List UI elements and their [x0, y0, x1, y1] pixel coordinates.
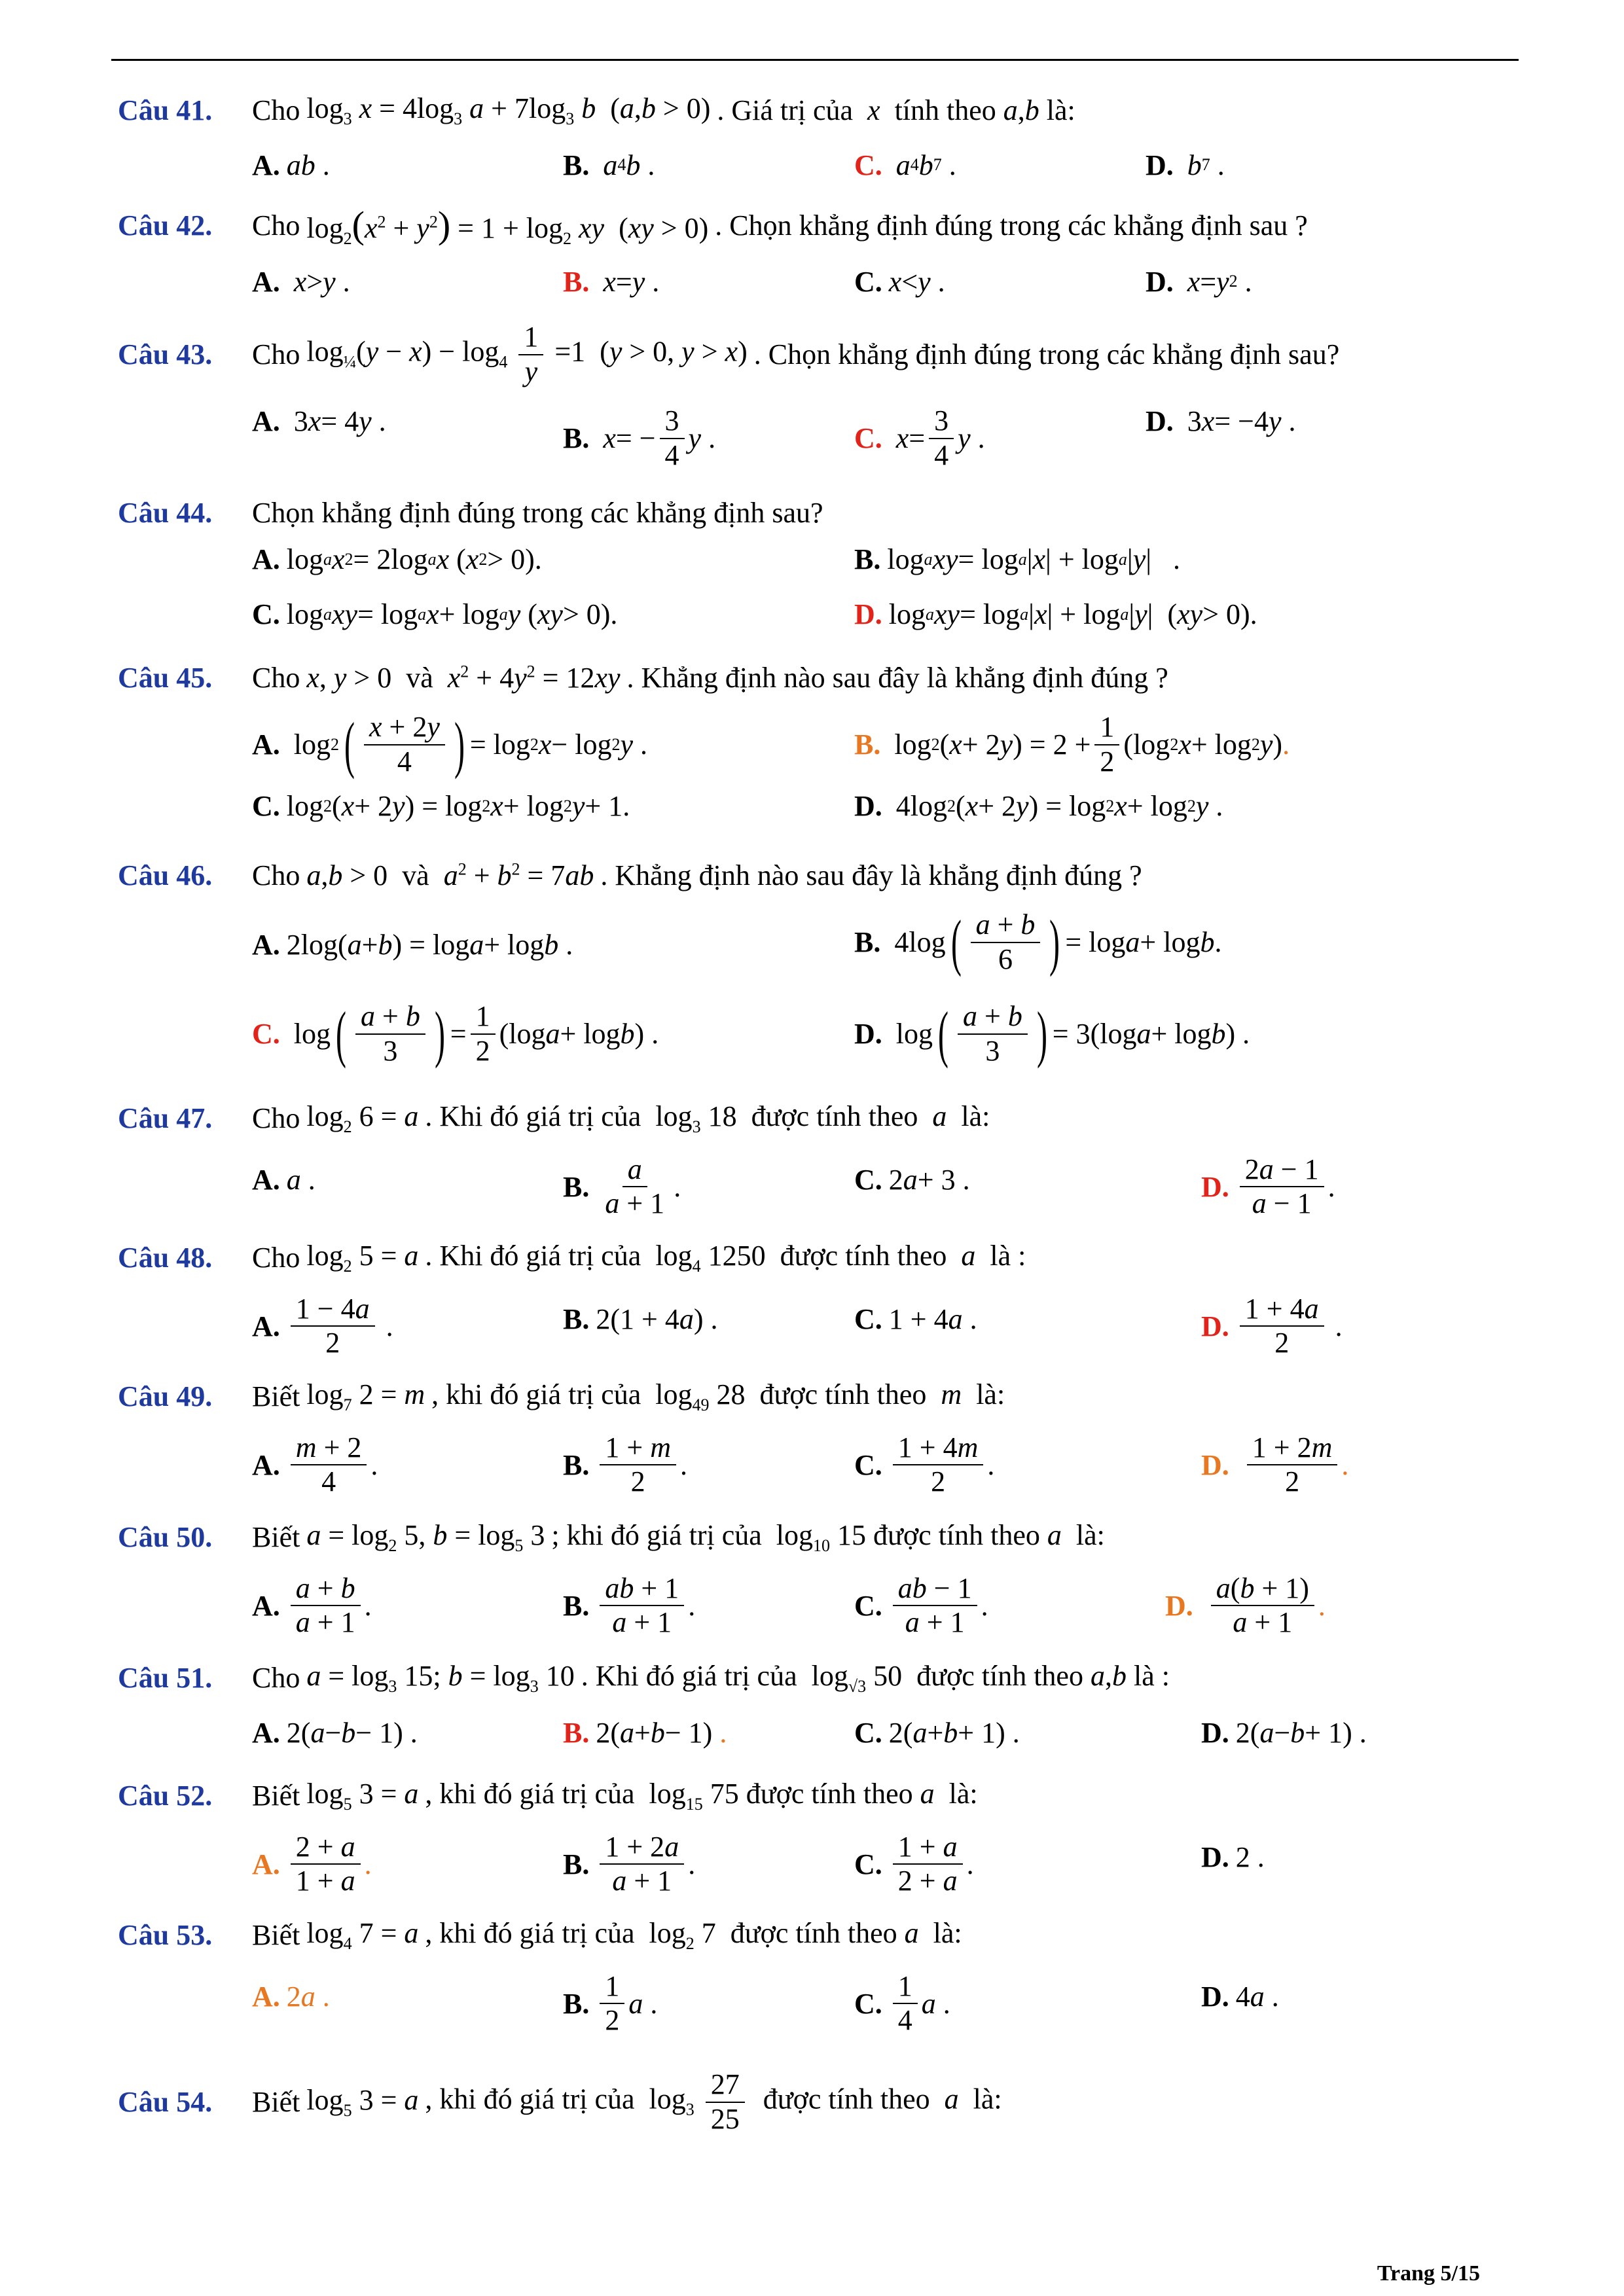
option-d[interactable]: D. 2 .	[1201, 1840, 1265, 1873]
option-d[interactable]: D. $\frac{a(b + 1)}{a + 1}$ .	[1165, 1571, 1326, 1639]
option-a[interactable]: A. ab .	[252, 149, 330, 181]
options	[118, 1572, 1519, 1644]
option-d[interactable]: D. x = y 2 .	[1146, 265, 1252, 298]
question-53	[118, 1916, 1519, 2042]
question-stem: Cho x, y > 0 và $x^2 + 4y^2 = 12xy$ . Khẳng định nào sau đây là khẳng định đúng ?	[252, 662, 1168, 694]
question-44	[118, 496, 1519, 643]
question-stem: Biết $\log_7 2 = m$ , khi đó giá trị của $\log_{49} 28$ được tính theo m là:	[252, 1378, 1005, 1414]
options	[118, 789, 1519, 835]
option-c[interactable]: C. log ( $\frac{a + b}{3}$ ) = $\frac{1}{2}$ (log a + log b ) .	[252, 998, 659, 1069]
question-number: Câu 52.	[118, 1779, 213, 1812]
option-c[interactable]: C. x < y .	[854, 265, 945, 298]
option-d[interactable]: D. 3 x = −4 y .	[1146, 405, 1296, 438]
option-a[interactable]: A. 2log( a + b ) = log a + log b .	[252, 929, 573, 961]
question-stem: Biết $a = \log_2 5$, $b = \log_5 3$ ; khi đó giá trị của $\log_{10} 15$ được tính theo a là:	[252, 1519, 1105, 1555]
question-number: Câu 51.	[118, 1661, 213, 1694]
question-number: Câu 46.	[118, 859, 213, 891]
question-number: Câu 41.	[118, 94, 213, 126]
option-d[interactable]: D. log a xy = log a | x | + log a | y | ( xy > 0).	[854, 598, 1257, 630]
option-c[interactable]: C. $\frac{1 + a}{2 + a}$ .	[854, 1830, 974, 1897]
option-a[interactable]: A. $\frac{m + 2}{4}$ .	[252, 1431, 378, 1498]
question-stem: Chọn khẳng định đúng trong các khẳng định sau?	[252, 497, 823, 529]
option-d[interactable]: D. 4log 2 ( x + 2 y ) = log 2 x + log 2 y .	[854, 790, 1223, 822]
question-number: Câu 54.	[118, 2086, 213, 2119]
question-52	[118, 1777, 1519, 1903]
option-b[interactable]: B. 2( a + b − 1) .	[563, 1716, 727, 1749]
option-c[interactable]: C. x = $\frac{3}{4}$ y .	[854, 404, 985, 471]
options	[118, 1431, 1519, 1503]
option-a[interactable]: A. log a x 2 = 2log a x ( x 2 > 0).	[252, 543, 542, 575]
option-d[interactable]: D. $\frac{1 + 2m}{2}$ .	[1201, 1431, 1349, 1498]
question-stem: Biết $\log_5 3 = a$ , khi đó giá trị của $\log_3$ $\frac{27}{25}$ được tính theo a là:	[252, 2068, 1002, 2135]
option-b[interactable]: B. x = y .	[563, 265, 660, 298]
options	[118, 1716, 1519, 1762]
option-c[interactable]: C. log a xy = log a x + log a y ( xy > 0).	[252, 598, 618, 630]
options	[118, 1000, 1519, 1085]
question-number: Câu 50.	[118, 1520, 213, 1553]
option-c[interactable]: C. 2( a + b + 1) .	[854, 1716, 1020, 1749]
question-stem: Cho $\log_3 x = 4\log_3$ $a + 7\log_3$ b (a,b > 0) . Giá trị của x tính theo a,b là:	[252, 92, 1075, 128]
options	[118, 543, 1519, 588]
option-a[interactable]: A. $\frac{2 + a}{1 + a}$ .	[252, 1830, 372, 1897]
options	[118, 1970, 1519, 2042]
option-c[interactable]: C. 1 + 4 a .	[854, 1302, 977, 1335]
options	[118, 265, 1519, 311]
option-a[interactable]: A. 2a .	[252, 1980, 330, 2013]
question-stem: Cho $\log_{\frac{1}{4}}(y - x) - \log_4$ $\frac{1}{y}$ =1 (y > 0, y > x) . Chọn khẳng định đúng trong các khẳng định sau?	[252, 321, 1340, 387]
option-b[interactable]: B. $\frac{1 + 2a}{a + 1}$ .	[563, 1830, 696, 1897]
question-42	[118, 203, 1519, 311]
question-46	[118, 859, 1519, 1085]
question-41	[118, 92, 1519, 194]
question-stem: Biết $\log_5 3 = a$ , khi đó giá trị của $\log_{15} 75$ được tính theo a là:	[252, 1778, 978, 1814]
option-b[interactable]: B. $\frac{1}{2}$ a .	[563, 1969, 658, 2037]
option-b[interactable]: B. log a xy = log a | x | + log a | y | .	[854, 543, 1181, 575]
question-number: Câu 47.	[118, 1102, 213, 1134]
option-c[interactable]: C. $\frac{ab - 1}{a + 1}$ .	[854, 1571, 988, 1639]
options	[118, 1293, 1519, 1365]
option-a[interactable]: A. 3 x = 4 y .	[252, 405, 386, 438]
option-b[interactable]: B. a 4 b .	[563, 149, 655, 181]
option-a[interactable]: A. $\frac{1 - 4a}{2}$ .	[252, 1292, 393, 1359]
option-d[interactable]: D. $\frac{2a - 1}{a - 1}$ .	[1201, 1153, 1335, 1220]
question-stem: Biết $\log_4 7 = a$ , khi đó giá trị của $\log_2 7$ được tính theo a là:	[252, 1917, 962, 1953]
option-b[interactable]: B. $\frac{1 + m}{2}$ .	[563, 1431, 687, 1498]
question-number: Câu 53.	[118, 1918, 213, 1951]
option-c[interactable]: C. 2 a + 3 .	[854, 1163, 970, 1196]
question-48	[118, 1239, 1519, 1365]
question-number: Câu 43.	[118, 338, 213, 371]
question-45	[118, 661, 1519, 835]
question-number: Câu 42.	[118, 209, 213, 242]
question-49	[118, 1378, 1519, 1503]
top-rule	[111, 59, 1519, 61]
options	[118, 404, 1519, 470]
page-number: Trang 5/15	[1377, 2261, 1480, 2286]
question-stem: Cho $\log_2(x^2 + y^2) = 1 + \log_2$ xy (xy > 0) . Chọn khẳng định đúng trong các khẳng định sau ?	[252, 204, 1308, 248]
options	[118, 908, 1519, 994]
question-47	[118, 1100, 1519, 1225]
option-b[interactable]: B. 4log ( $\frac{a + b}{6}$ ) = log a + log b .	[854, 906, 1222, 977]
question-50	[118, 1518, 1519, 1644]
option-b[interactable]: B. x = − $\frac{3}{4}$ y .	[563, 404, 716, 471]
question-stem: Cho $\log_2 6 = a$ . Khi đó giá trị của $\log_3 18$ được tính theo a là:	[252, 1100, 990, 1136]
options	[118, 149, 1519, 194]
option-d[interactable]: D. $\frac{1 + 4a}{2}$ .	[1201, 1292, 1343, 1359]
option-b[interactable]: B. 2(1 + 4 a ) .	[563, 1302, 718, 1335]
question-stem: Cho $a = \log_3 15$; $b = \log_3 10$ . Khi đó giá trị của $\log_{√3} 50$ được tính theo a,b là :	[252, 1660, 1170, 1696]
question-number: Câu 49.	[118, 1380, 213, 1412]
question-51	[118, 1659, 1519, 1762]
option-a[interactable]: A. x > y .	[252, 265, 350, 298]
option-d[interactable]: D. 4 a .	[1201, 1980, 1279, 2013]
question-stem: Cho $\log_2 5 = a$ . Khi đó giá trị của $\log_4 1250$ được tính theo a là :	[252, 1240, 1026, 1276]
question-54	[118, 2068, 1519, 2136]
option-c[interactable]: C. $\frac{1 + 4m}{2}$ .	[854, 1431, 995, 1498]
option-d[interactable]: D. b 7 .	[1146, 149, 1225, 181]
option-c[interactable]: C. $\frac{1}{4}$ a .	[854, 1969, 950, 2037]
options	[118, 598, 1519, 643]
options	[118, 711, 1519, 789]
option-b[interactable]: B. $\frac{ab + 1}{a + 1}$ .	[563, 1571, 696, 1639]
option-d[interactable]: D. 2( a − b + 1) .	[1201, 1716, 1367, 1749]
question-number: Câu 44.	[118, 497, 213, 529]
option-c[interactable]: C. a 4 b 7 .	[854, 149, 956, 181]
option-a[interactable]: A. 2( a − b − 1) .	[252, 1716, 418, 1749]
option-b[interactable]: B. $\frac{a}{a + 1}$ .	[563, 1153, 681, 1220]
option-a[interactable]: A. a .	[252, 1163, 316, 1196]
option-a[interactable]: A. $\frac{a + b}{a + 1}$ .	[252, 1571, 372, 1639]
options	[118, 1831, 1519, 1903]
question-43	[118, 321, 1519, 470]
question-stem: Cho a,b > 0 và $a^2 + b^2 = 7ab$ . Khẳng định nào sau đây là khẳng định đúng ?	[252, 859, 1142, 891]
option-d[interactable]: D. log ( $\frac{a + b}{3}$ ) = 3(log a + log b ) .	[854, 998, 1250, 1069]
question-number: Câu 45.	[118, 662, 213, 694]
option-a[interactable]: A. log 2 ( $\frac{x + 2y}{4}$ ) = log 2 x − log 2 y .	[252, 709, 647, 780]
option-b[interactable]: B. log 2 ( x + 2 y ) = 2 + $\frac{1}{2}$ (log 2 x + log 2 y ) .	[854, 711, 1290, 778]
option-c[interactable]: C. log 2 ( x + 2 y ) = log 2 x + log 2 y + 1.	[252, 790, 630, 822]
question-number: Câu 48.	[118, 1241, 213, 1274]
options	[118, 1153, 1519, 1225]
